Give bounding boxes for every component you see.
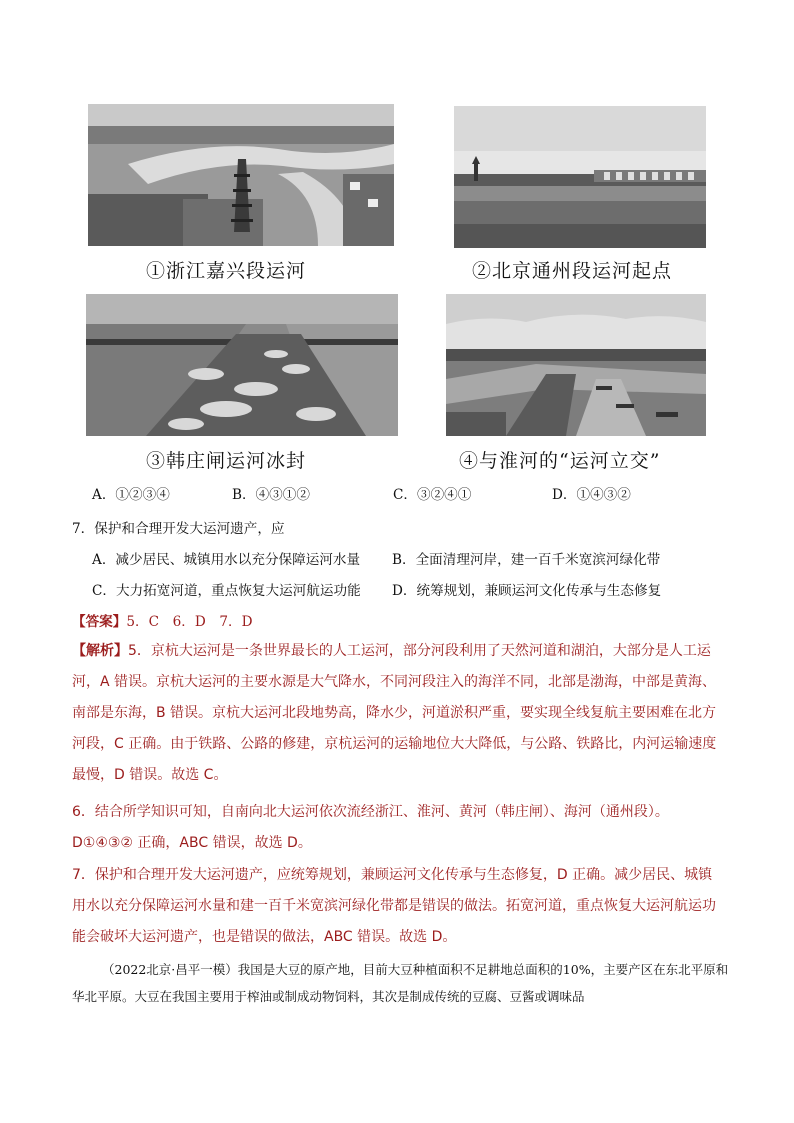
photo-tongzhou-canal xyxy=(454,106,706,248)
photo-hanzhuang-frozen xyxy=(86,294,398,436)
source-paragraph: （2022北京·昌平一模）我国是大豆的原产地，目前大豆种植面积不足耕地总面积的10%，主要产区在东北平原和华北平原。大豆在我国主要用于榨油或制成动物饲料，其次是制成传统的豆腐、豆酱或调味品 xyxy=(72,962,729,1004)
analysis-q6: 6．结合所学知识可知，自南向北大运河依次流经浙江、淮河、黄河（韩庄闸）、海河（通州段）。D①④③② 正确，ABC 错误，故选 D。 xyxy=(72,804,669,851)
q7-option-b: B．全面清理河岸，建一百千米宽滨河绿化带 xyxy=(392,552,661,568)
photo-jiaxing-canal xyxy=(88,104,394,246)
analysis-q5-text: 5．京杭大运河是一条世界最长的人工运河，部分河段利用了天然河道和湖泊，大部分是人工运河，A 错误。京杭大运河的主要水源是大气降水，不同河段注入的海洋不同，北部是渤海，中部是黄海、南部是东海，B 错误。京杭大运河北段地势高，降水少，河道淤积严重，要实现全线复航主要困难在北方河段，C 正确。由于铁路、公路的修建，京杭运河的运输地位大大降低，与公路、铁路比，内河运输速度最慢，D 错误。故选 C。 xyxy=(72,643,717,783)
analysis-q5 xyxy=(72,636,724,791)
analysis-tag: 【解析】 xyxy=(72,643,128,659)
answer-line xyxy=(72,610,253,630)
q6-option-b: B．④③①② xyxy=(232,487,310,503)
q7-stem: 7．保护和合理开发大运河遗产，应 xyxy=(72,521,285,537)
answer-text: 5．C 6．D 7．D xyxy=(126,614,253,630)
caption-photo-3: ③韩庄闸运河冰封 xyxy=(146,450,307,472)
caption-photo-1: ①浙江嘉兴段运河 xyxy=(146,260,307,282)
caption-photo-4: ④与淮河的“运河立交” xyxy=(459,450,661,472)
caption-photo-2: ②北京通州段运河起点 xyxy=(472,260,673,282)
q7-option-a: A．减少居民、城镇用水以充分保障运河水量 xyxy=(92,552,361,568)
q6-option-d: D．①④③② xyxy=(552,487,631,503)
answer-tag: 【答案】 xyxy=(72,614,127,630)
q6-option-a: A．①②③④ xyxy=(92,487,170,503)
analysis-q7: 7．保护和合理开发大运河遗产，应统筹规划，兼顾运河文化传承与生态修复，D 正确。减少居民、城镇用水以充分保障运河水量和建一百千米宽滨河绿化带都是错误的做法。拓宽河道，重点恢复大运河航运功能会破坏大运河遗产，也是错误的做法，ABC 错误。故选 D。 xyxy=(72,867,716,945)
q7-option-d: D．统筹规划，兼顾运河文化传承与生态修复 xyxy=(392,583,662,599)
photo-huai-crossing xyxy=(446,294,706,436)
q6-option-c: C．③②④① xyxy=(393,487,472,503)
q7-option-c: C．大力拓宽河道，重点恢复大运河航运功能 xyxy=(92,583,361,599)
